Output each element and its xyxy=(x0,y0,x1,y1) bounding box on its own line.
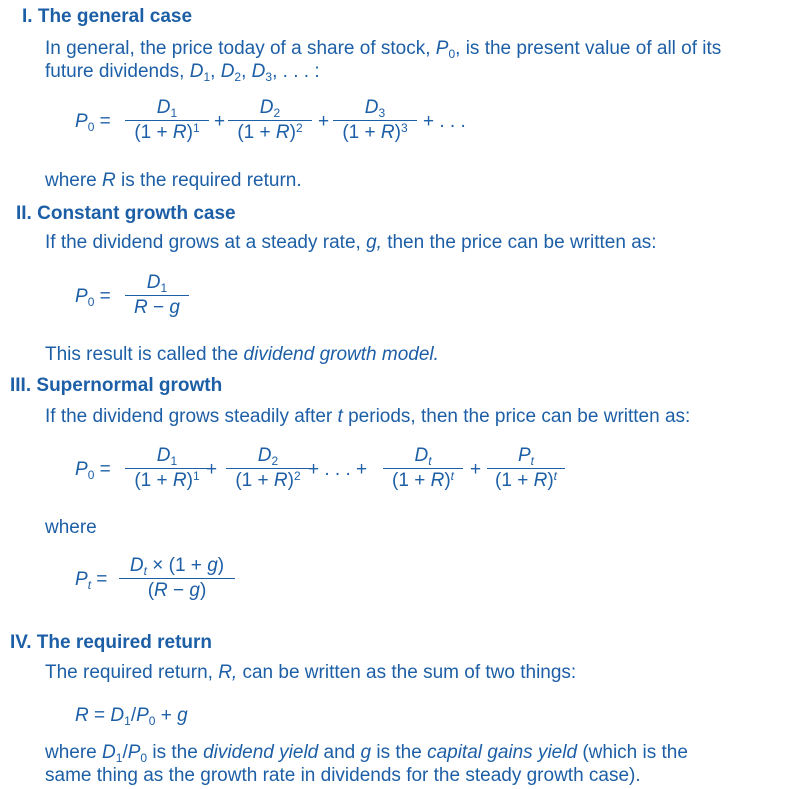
section-2-intro: If the dividend grows at a steady rate, g, then the price can be written as: xyxy=(45,232,657,253)
section-4-intro: The required return, R, can be written as the sum of two things: xyxy=(45,662,577,683)
section-3-heading xyxy=(10,375,222,397)
required-return-formula: $R = D_1/P_0 + g$ xyxy=(75,705,188,728)
section-4-heading xyxy=(10,632,212,654)
section-1-note: where R is the required return. xyxy=(45,170,302,191)
section-2-title: Constant growth case xyxy=(37,203,236,224)
section-1-intro: In general, the price today of a share of stock, $P_0$, is the present value of all of its future dividends, $D_1$, $D_2$, $D_3$, . . . : xyxy=(45,38,722,84)
section-2-note: This result is called the dividend growth model. xyxy=(45,344,439,365)
section-3-intro: If the dividend grows steadily after t periods, then the price can be written as: xyxy=(45,406,691,427)
section-4-title: The required return xyxy=(36,632,213,653)
section-4-number: IV. xyxy=(10,632,32,653)
section-2-number: II. xyxy=(16,203,32,224)
section-3-where: where xyxy=(45,517,97,538)
supernormal-growth-equation: $P_0$ = $\frac{D_1}{(1 + R)^1}$ + $\frac{D_2}{(1 + R)^2}$ + . . . + $\frac{D_t}{(1 + R)^t}$ + $\frac{P_t}{(1 + R)^t}$ xyxy=(75,445,575,501)
terminal-price-equation: $P_t$ = $\frac{D_t \times (1 + g)}{(R - g)}$ xyxy=(75,555,295,611)
section-3-number: III. xyxy=(10,375,32,396)
constant-growth-equation: $P_0$ = $\frac{D_1}{R - g}$ xyxy=(75,272,275,328)
general-case-equation: $P_0$ = $\frac{D_1}{(1 + R)^1}$ + $\frac{D_2}{(1 + R)^2}$ + $\frac{D_3}{(1 + R)^3}$ + . . . xyxy=(75,97,466,143)
section-1-title: The general case xyxy=(37,6,193,27)
section-4-note: where $D_1/P_0$ is the dividend yield and g is the capital gains yield (which is the same thing as the growth rate in dividends for the steady growth case). xyxy=(45,742,688,786)
section-1-heading xyxy=(22,6,192,28)
section-1-number: I. xyxy=(22,6,33,27)
section-2-heading xyxy=(16,203,236,225)
section-3-title: Supernormal growth xyxy=(36,375,223,396)
